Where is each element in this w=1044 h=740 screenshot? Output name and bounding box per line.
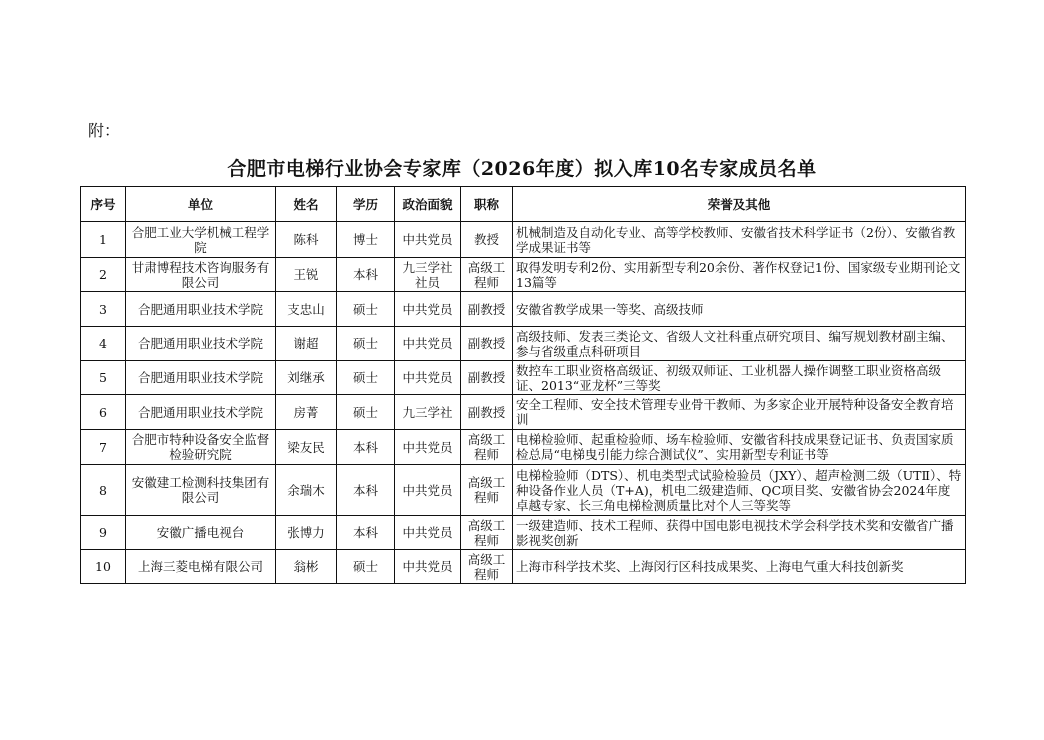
title-cell: 高级工程师 <box>461 550 513 584</box>
table-row <box>81 550 966 584</box>
name-cell: 王锐 <box>276 258 337 292</box>
row-number: 10 <box>81 550 126 584</box>
unit-cell: 合肥通用职业技术学院 <box>126 395 276 430</box>
unit-cell: 合肥工业大学机械工程学院 <box>126 222 276 258</box>
honors-cell: 取得发明专利2份、实用新型专利20余份、著作权登记1份、国家级专业期刊论文13篇等 <box>513 258 966 292</box>
row-number: 1 <box>81 222 126 258</box>
row-number: 9 <box>81 516 126 550</box>
education-cell: 博士 <box>337 222 395 258</box>
table-row <box>81 327 966 361</box>
honors-cell: 电梯检验师（DTS）、机电类型式试验检验员（JXY）、超声检测二级（UTⅡ）、特种设备作业人员（T+A)，机电二级建造师、QC项目奖、安徽省协会2024年度卓越专家、长三角电梯检测质量比对个人三等奖等 <box>513 465 966 516</box>
table-row <box>81 292 966 327</box>
title-cell: 副教授 <box>461 361 513 395</box>
unit-cell: 上海三菱电梯有限公司 <box>126 550 276 584</box>
honors-cell: 高级技师、发表三类论文、省级人文社科重点研究项目、编写规划教材副主编、参与省级重点科研项目 <box>513 327 966 361</box>
political-status-cell: 九三学社社员 <box>395 258 461 292</box>
header-honors: 荣誉及其他 <box>513 187 966 222</box>
table-row <box>81 258 966 292</box>
name-cell: 梁友民 <box>276 430 337 465</box>
political-status-cell: 中共党员 <box>395 327 461 361</box>
title-cell: 高级工程师 <box>461 258 513 292</box>
name-cell: 支忠山 <box>276 292 337 327</box>
political-status-cell: 中共党员 <box>395 222 461 258</box>
table-row <box>81 222 966 258</box>
name-cell: 陈科 <box>276 222 337 258</box>
name-cell: 张博力 <box>276 516 337 550</box>
unit-cell: 安徽建工检测科技集团有限公司 <box>126 465 276 516</box>
header-no: 序号 <box>81 187 126 222</box>
title-cell: 高级工程师 <box>461 516 513 550</box>
unit-cell: 安徽广播电视台 <box>126 516 276 550</box>
title-cell: 副教授 <box>461 292 513 327</box>
row-number: 6 <box>81 395 126 430</box>
education-cell: 本科 <box>337 430 395 465</box>
table-row <box>81 516 966 550</box>
document-title: 合肥市电梯行业协会专家库（2026年度）拟入库10名专家成员名单 <box>227 158 817 180</box>
row-number: 3 <box>81 292 126 327</box>
title-cell: 高级工程师 <box>461 465 513 516</box>
honors-cell: 数控车工职业资格高级证、初级双师证、工业机器人操作调整工职业资格高级证、2013“亚龙杯”三等奖 <box>513 361 966 395</box>
table-row <box>81 395 966 430</box>
political-status-cell: 中共党员 <box>395 465 461 516</box>
education-cell: 本科 <box>337 516 395 550</box>
honors-cell: 一级建造师、技术工程师、获得中国电影电视技术学会科学技术奖和安徽省广播影视奖创新 <box>513 516 966 550</box>
unit-cell: 合肥通用职业技术学院 <box>126 327 276 361</box>
row-number: 4 <box>81 327 126 361</box>
title-cell: 教授 <box>461 222 513 258</box>
name-cell: 谢超 <box>276 327 337 361</box>
unit-cell: 合肥通用职业技术学院 <box>126 361 276 395</box>
education-cell: 硕士 <box>337 292 395 327</box>
name-cell: 余瑞木 <box>276 465 337 516</box>
header-unit: 单位 <box>126 187 276 222</box>
honors-cell: 安徽省教学成果一等奖、高级技师 <box>513 292 966 327</box>
political-status-cell: 中共党员 <box>395 361 461 395</box>
header-title: 职称 <box>461 187 513 222</box>
unit-cell: 合肥通用职业技术学院 <box>126 292 276 327</box>
table-header-row <box>81 187 966 222</box>
honors-cell: 上海市科学技术奖、上海闵行区科技成果奖、上海电气重大科技创新奖 <box>513 550 966 584</box>
row-number: 7 <box>81 430 126 465</box>
title-cell: 副教授 <box>461 327 513 361</box>
name-cell: 翁彬 <box>276 550 337 584</box>
education-cell: 本科 <box>337 258 395 292</box>
political-status-cell: 中共党员 <box>395 550 461 584</box>
expert-table <box>80 186 966 584</box>
row-number: 5 <box>81 361 126 395</box>
political-status-cell: 九三学社 <box>395 395 461 430</box>
education-cell: 硕士 <box>337 550 395 584</box>
row-number: 8 <box>81 465 126 516</box>
header-education: 学历 <box>337 187 395 222</box>
table-row <box>81 430 966 465</box>
unit-cell: 合肥市特种设备安全监督检验研究院 <box>126 430 276 465</box>
education-cell: 硕士 <box>337 395 395 430</box>
header-name: 姓名 <box>276 187 337 222</box>
education-cell: 硕士 <box>337 327 395 361</box>
political-status-cell: 中共党员 <box>395 430 461 465</box>
honors-cell: 机械制造及自动化专业、高等学校教师、安徽省技术科学证书（2份）、安徽省教学成果证书等 <box>513 222 966 258</box>
header-political-status: 政治面貌 <box>395 187 461 222</box>
political-status-cell: 中共党员 <box>395 516 461 550</box>
name-cell: 房菁 <box>276 395 337 430</box>
honors-cell: 安全工程师、安全技术管理专业骨干教师、为多家企业开展特种设备安全教育培训 <box>513 395 966 430</box>
unit-cell: 甘肃博程技术咨询服务有限公司 <box>126 258 276 292</box>
table-row <box>81 465 966 516</box>
annex-label: 附： <box>88 121 121 140</box>
education-cell: 硕士 <box>337 361 395 395</box>
title-cell: 副教授 <box>461 395 513 430</box>
political-status-cell: 中共党员 <box>395 292 461 327</box>
row-number: 2 <box>81 258 126 292</box>
education-cell: 本科 <box>337 465 395 516</box>
title-cell: 高级工程师 <box>461 430 513 465</box>
table-row <box>81 361 966 395</box>
name-cell: 刘继承 <box>276 361 337 395</box>
honors-cell: 电梯检验师、起重检验师、场车检验师、安徽省科技成果登记证书、负责国家质检总局“电梯曳引能力综合测试仪”、实用新型专利证书等 <box>513 430 966 465</box>
